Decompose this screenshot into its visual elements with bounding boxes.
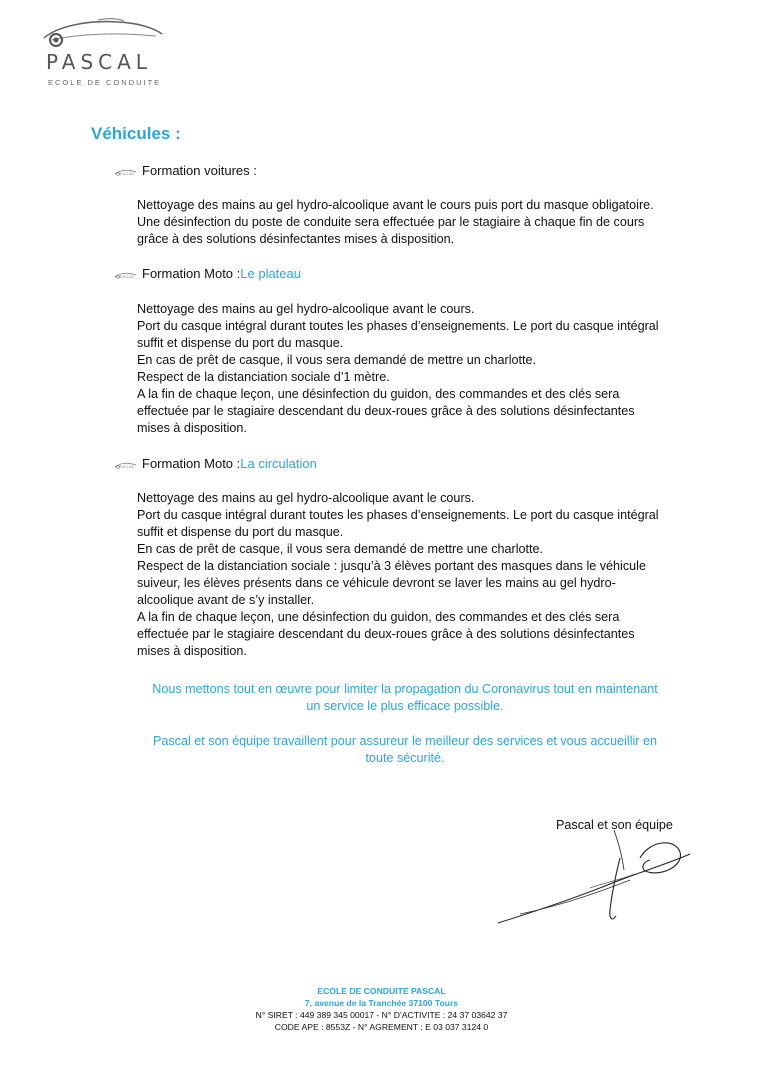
note-line: toute sécurité. xyxy=(365,751,445,765)
section-title: Véhicules : xyxy=(91,124,181,143)
body-line: Nettoyage des mains au gel hydro-alcoolique avant le cours puis port du masque obligatoire. xyxy=(137,198,654,212)
body-line: effectuée par le stagiaire descendant du deux-roues grâce à des solutions désinfectantes xyxy=(137,627,635,641)
item-title: Formation voitures : xyxy=(142,163,257,178)
logo-subtitle: ECOLE DE CONDUITE xyxy=(48,78,162,87)
note-line: Pascal et son équipe travaillent pour assureur le meilleur des services et vous accueillir en xyxy=(152,734,657,748)
body-line: Port du casque intégral durant toutes les phases d’enseignements. Le port du casque intégral xyxy=(137,319,659,333)
item-heading-moto-plateau xyxy=(114,266,301,281)
note-coronavirus xyxy=(110,681,700,715)
item-title-highlight: Le plateau xyxy=(240,266,301,281)
note-team xyxy=(110,733,700,767)
item-title: Formation Moto : xyxy=(142,456,241,471)
car-silhouette-icon xyxy=(38,16,168,50)
mini-logo-icon: PASCAL xyxy=(116,170,136,176)
body-line: effectuée par le stagiaire descendant du deux-roues grâce à des solutions désinfectantes xyxy=(137,404,635,418)
body-line: alcoolique avant de s’y installer. xyxy=(137,593,315,607)
logo-name: PASCAL xyxy=(46,50,152,74)
signature-name: Pascal et son équipe xyxy=(556,818,673,832)
body-line: En cas de prêt de casque, il vous sera demandé de mettre un charlotte. xyxy=(137,353,537,367)
body-line: Respect de la distanciation sociale d’1 mètre. xyxy=(137,370,390,384)
item-heading-moto-circulation xyxy=(114,456,317,471)
body-line: A la fin de chaque leçon, une désinfection du guidon, des commandes et des clés sera xyxy=(137,387,620,401)
company-logo xyxy=(38,16,168,87)
mini-logo-icon: PASCAL xyxy=(116,273,136,279)
item-title-highlight: La circulation xyxy=(240,456,317,471)
item-heading-cars xyxy=(114,163,257,178)
item-body-moto-plateau xyxy=(137,301,682,437)
body-line: Port du casque intégral durant toutes les phases d’enseignements. Le port du casque intégral xyxy=(137,508,659,522)
body-line: mises à disposition. xyxy=(137,421,247,435)
body-line: suffit et dispense du port du masque. xyxy=(137,525,344,539)
body-line: suiveur, les élèves présents dans ce véhicule devront se laver les mains au gel hydro- xyxy=(137,576,616,590)
footer-siret: N° SIRET : 449 389 345 00017 - N° D’ACTIVITE : 24 37 03642 37 xyxy=(255,1010,508,1020)
body-line: A la fin de chaque leçon, une désinfection du guidon, des commandes et des clés sera xyxy=(137,610,620,624)
footer-ape: CODE APE : 8553Z - N° AGREMENT : E 03 037 3124 0 xyxy=(274,1022,489,1032)
body-line: Nettoyage des mains au gel hydro-alcoolique avant le cours. xyxy=(137,302,475,316)
item-title: Formation Moto : xyxy=(142,266,241,281)
body-line: grâce à des solutions désinfectantes mises à disposition. xyxy=(137,232,455,246)
body-line: En cas de prêt de casque, il vous sera demandé de mettre une charlotte. xyxy=(137,542,544,556)
body-line: suffit et dispense du port du masque. xyxy=(137,336,344,350)
body-line: mises à disposition. xyxy=(137,644,247,658)
note-line: un service le plus efficace possible. xyxy=(306,699,504,713)
item-body-moto-circulation xyxy=(137,490,682,660)
mini-logo-icon: PASCAL xyxy=(116,463,136,469)
body-line: Nettoyage des mains au gel hydro-alcoolique avant le cours. xyxy=(137,491,475,505)
note-line: Nous mettons tout en œuvre pour limiter la propagation du Coronavirus tout en maintenant xyxy=(152,682,658,696)
body-line: Une désinfection du poste de conduite sera effectuée par le stagiaire à chaque fin de cours xyxy=(137,215,645,229)
footer xyxy=(0,985,763,1033)
item-body-cars xyxy=(137,197,682,248)
body-line: Respect de la distanciation sociale : jusqu’à 3 élèves portant des masques dans le véhicule xyxy=(137,559,646,573)
handwritten-signature xyxy=(490,818,710,938)
footer-address: 7, avenue de la Tranchée 37100 Tours xyxy=(304,998,459,1008)
footer-company: ECOLE DE CONDUITE PASCAL xyxy=(317,986,446,996)
